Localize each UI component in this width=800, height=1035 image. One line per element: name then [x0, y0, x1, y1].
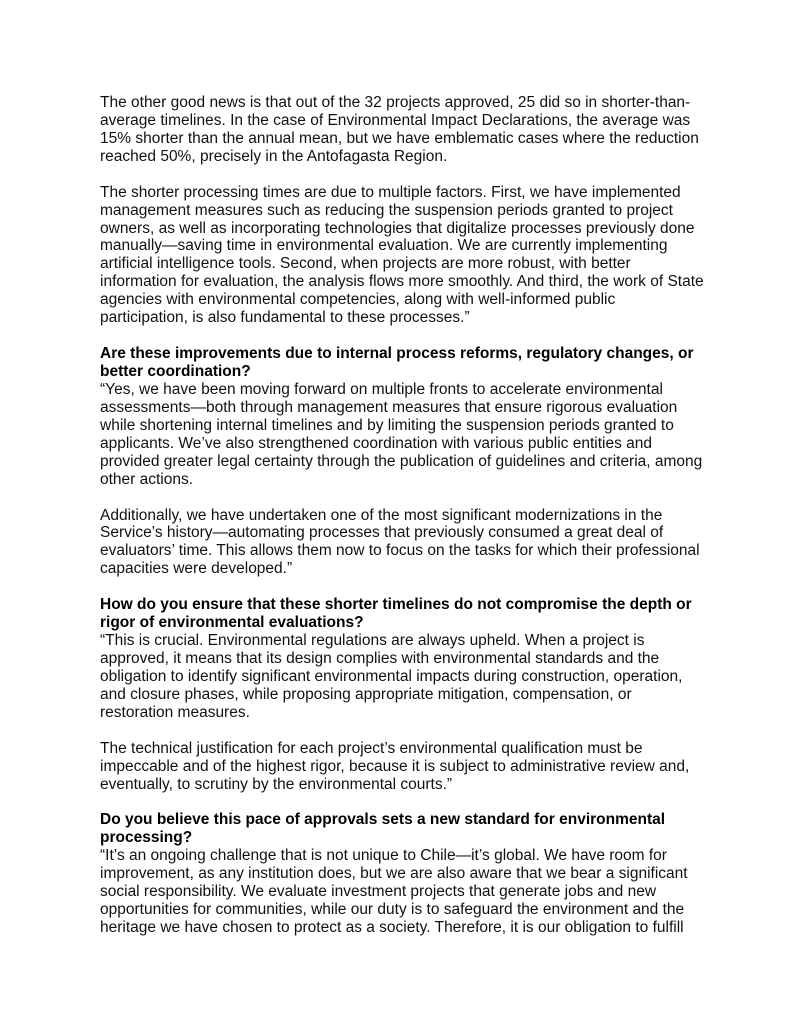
heading-line: processing?: [100, 829, 193, 847]
text-line: artificial intelligence tools. Second, when projects are more robust, with better: [100, 255, 631, 273]
heading-line: Do you believe this pace of approvals sets a new standard for environmental: [100, 811, 666, 829]
question-heading: [100, 811, 740, 847]
text-line: information for evaluation, the analysis flows more smoothly. And third, the work of State: [100, 273, 704, 291]
paragraph: [100, 740, 740, 794]
paragraph: [100, 632, 740, 722]
text-line: while shortening internal timelines and by limiting the suspension periods granted to: [100, 416, 674, 434]
text-line: The technical justification for each project’s environmental qualification must be: [100, 739, 643, 757]
text-line: reached 50%, precisely in the Antofagasta Region.: [100, 147, 448, 165]
heading-line: How do you ensure that these shorter timelines do not compromise the depth or: [100, 596, 692, 614]
text-line: provided greater legal certainty through the publication of guidelines and criteria, among: [100, 452, 703, 470]
heading-line: rigor of environmental evaluations?: [100, 614, 364, 632]
question-heading: [100, 345, 740, 381]
text-line: impeccable and of the highest rigor, because it is subject to administrative review and,: [100, 757, 690, 775]
text-line: participation, is also fundamental to these processes.”: [100, 309, 470, 327]
text-line: other actions.: [100, 470, 194, 488]
text-line: “Yes, we have been moving forward on multiple fronts to accelerate environmental: [100, 380, 663, 398]
text-line: eventually, to scrutiny by the environmental courts.”: [100, 775, 453, 793]
text-line: management measures such as reducing the suspension periods granted to project: [100, 201, 673, 219]
text-line: capacities were developed.”: [100, 560, 293, 578]
text-line: improvement, as any institution does, but we are also aware that we bear a significant: [100, 865, 688, 883]
text-line: owners, as well as incorporating technologies that digitalize processes previously done: [100, 219, 695, 237]
text-line: opportunities for communities, while our duty is to safeguard the environment and the: [100, 901, 685, 919]
text-line: The other good news is that out of the 32 projects approved, 25 did so in shorter-than-: [100, 94, 691, 111]
paragraph: [100, 507, 740, 579]
text-line: obligation to identify significant environmental impacts during construction, operation,: [100, 667, 683, 685]
text-line: applicants. We’ve also strengthened coordination with various public entities and: [100, 434, 653, 452]
text-line: restoration measures.: [100, 703, 250, 721]
text-line: evaluators’ time. This allows them now to focus on the tasks for which their professional: [100, 542, 700, 560]
text-line: “This is crucial. Environmental regulations are always upheld. When a project is: [100, 632, 645, 650]
text-line: average timelines. In the case of Environmental Impact Declarations, the average was: [100, 111, 691, 129]
text-line: heritage we have chosen to protect as a society. Therefore, it is our obligation to fulfill: [100, 919, 684, 937]
paragraph: [100, 381, 740, 489]
heading-line: Are these improvements due to internal process reforms, regulatory changes, or: [100, 345, 694, 363]
heading-line: better coordination?: [100, 363, 251, 381]
text-line: The shorter processing times are due to multiple factors. First, we have implemented: [100, 183, 681, 201]
paragraph: [100, 847, 740, 937]
text-line: manually—saving time in environmental evaluation. We are currently implementing: [100, 237, 668, 255]
text-line: Service’s history—automating processes that previously consumed a great deal of: [100, 524, 664, 542]
question-heading: [100, 596, 740, 632]
text-line: Additionally, we have undertaken one of the most significant modernizations in the: [100, 506, 663, 524]
paragraph: [100, 94, 740, 166]
paragraph: [100, 184, 740, 328]
text-line: agencies with environmental competencies, along with well-informed public: [100, 291, 616, 309]
text-line: “It’s an ongoing challenge that is not unique to Chile—it’s global. We have room for: [100, 847, 667, 865]
text-line: 15% shorter than the annual mean, but we have emblematic cases where the reduction: [100, 129, 699, 147]
text-line: social responsibility. We evaluate investment projects that generate jobs and new: [100, 883, 657, 901]
text-line: and closure phases, while proposing appropriate mitigation, compensation, or: [100, 685, 632, 703]
text-line: approved, it means that its design complies with environmental standards and the: [100, 650, 660, 667]
document-body: [100, 94, 740, 955]
text-line: assessments—both through management measures that ensure rigorous evaluation: [100, 398, 678, 416]
